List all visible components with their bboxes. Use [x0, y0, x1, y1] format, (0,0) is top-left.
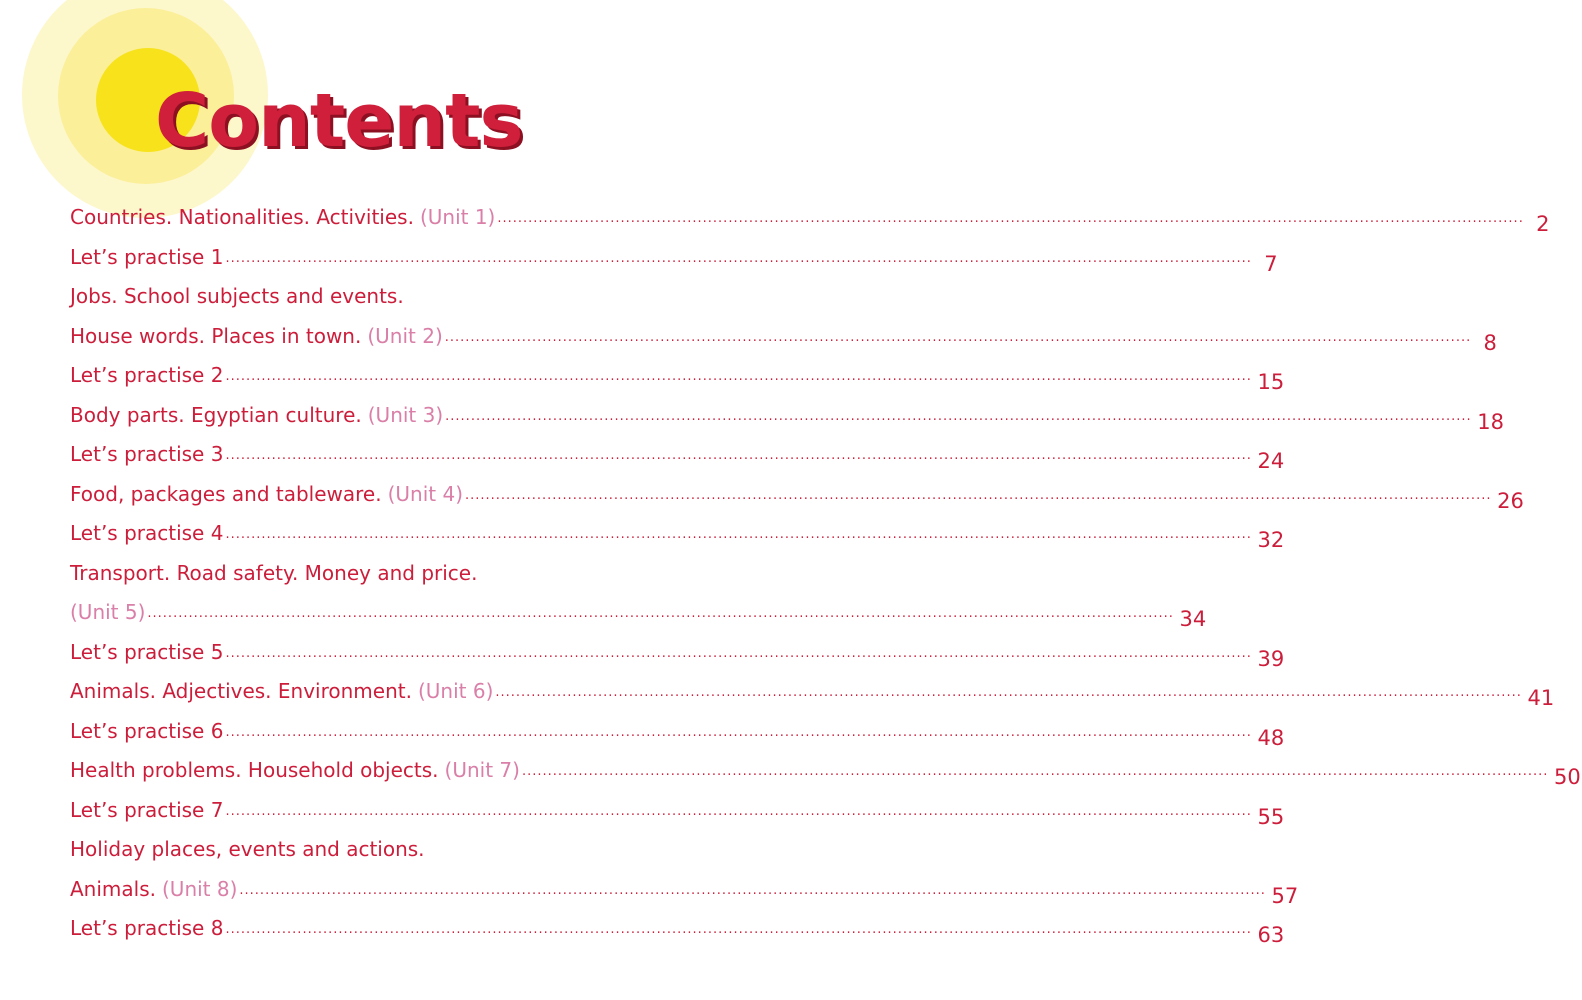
dot-leader: ........................................................................................................................................................................................................: [225, 922, 1252, 937]
toc-entry: [70, 585, 1207, 631]
toc-entry: [70, 743, 1581, 789]
dot-leader: ........................................................................................................................................................................................................: [225, 724, 1252, 740]
entry-unit: (Unit 2): [367, 323, 443, 348]
entry-unit: (Unit 3): [367, 402, 444, 427]
entry-text: Animals. Adjectives. Environment.: [70, 679, 412, 703]
entry-text: Let’s practise 6: [70, 718, 224, 743]
entry-page-number: 50: [1554, 765, 1581, 789]
entry-text: Let’s practise 4: [70, 521, 224, 545]
entry-text: Let’s practise 2: [70, 363, 224, 387]
dot-leader: ........................................................................................................................................................................................................: [225, 527, 1252, 542]
entry-text: Health problems. Household objects.: [70, 758, 439, 782]
toc-entry: [70, 190, 1550, 236]
toc-entry: [70, 506, 1285, 552]
dot-leader: ........................................................................................................................................................................................................: [147, 606, 1174, 621]
entry-page-number: 41: [1527, 686, 1555, 710]
toc-entry: [70, 862, 1299, 908]
toc-entry: [70, 783, 1285, 829]
toc-entry: [70, 467, 1524, 513]
entry-unit: (Unit 4): [387, 481, 463, 506]
page-title: Contents: [155, 78, 523, 164]
dot-leader: ........................................................................................................................................................................................................: [495, 685, 1522, 700]
entry-page-number: 57: [1271, 883, 1299, 908]
entry-page-number: 24: [1257, 449, 1285, 473]
entry-page-number: 34: [1179, 607, 1207, 631]
dot-leader: ........................................................................................................................................................................................................: [225, 369, 1252, 384]
entry-page-number: 26: [1497, 488, 1524, 513]
dot-leader: ........................................................................................................................................................................................................: [239, 882, 1266, 898]
entry-unit: (Unit 5): [70, 600, 146, 624]
toc-entry: [70, 388, 1504, 434]
dot-leader: ........................................................................................................................................................................................................: [444, 329, 1472, 345]
entry-page-number: 63: [1257, 923, 1285, 947]
entry-text: Jobs. School subjects and events.: [70, 284, 404, 308]
toc-entry: [70, 704, 1285, 750]
entry-page-number: 39: [1257, 646, 1285, 671]
entry-text: Let’s practise 1: [70, 244, 224, 269]
dot-leader: ........................................................................................................................................................................................................: [497, 211, 1524, 226]
dot-leader: ........................................................................................................................................................................................................: [225, 645, 1252, 661]
entry-page-number: 48: [1257, 725, 1285, 750]
toc-entry: [70, 822, 682, 861]
dot-leader: ........................................................................................................................................................................................................: [465, 487, 1492, 503]
entry-page-number: 18: [1477, 409, 1504, 434]
entry-unit: (Unit 8): [162, 876, 238, 901]
dot-leader: ........................................................................................................................................................................................................: [225, 803, 1252, 819]
entry-unit: (Unit 7): [444, 758, 520, 782]
toc-entry: [70, 546, 682, 585]
entry-unit: (Unit 6): [417, 679, 494, 703]
entry-text: Body parts. Egyptian culture.: [70, 402, 362, 427]
entry-page-number: 15: [1257, 370, 1285, 394]
entry-unit: (Unit 1): [419, 205, 496, 229]
entry-text: Let’s practise 7: [70, 797, 224, 822]
entry-text: Holiday places, events and actions.: [70, 837, 425, 861]
toc-entry: [70, 625, 1285, 671]
entry-text: Transport. Road safety. Money and price.: [70, 560, 478, 585]
entry-page-number: 55: [1257, 804, 1285, 829]
entry-text: Let’s practise 3: [70, 442, 224, 466]
toc-entry: [70, 230, 1278, 276]
toc-entry: [70, 901, 1285, 947]
toc-entry: [70, 427, 1285, 473]
entry-text: Let’s practise 8: [70, 916, 224, 940]
toc-entry: [70, 348, 1285, 394]
entry-page-number: 32: [1257, 528, 1285, 552]
entry-page-number: 8: [1483, 330, 1497, 355]
dot-leader: ........................................................................................................................................................................................................: [225, 448, 1252, 463]
entry-text: House words. Places in town.: [70, 323, 362, 348]
entry-text: Let’s practise 5: [70, 639, 224, 664]
entry-text: Food, packages and tableware.: [70, 481, 382, 506]
entry-page-number: 2: [1536, 212, 1550, 236]
toc-entry: [70, 269, 682, 308]
toc-entry: [70, 309, 1497, 355]
dot-leader: ........................................................................................................................................................................................................: [445, 408, 1472, 424]
dot-leader: ........................................................................................................................................................................................................: [521, 764, 1549, 779]
entry-text: Countries. Nationalities. Activities.: [70, 205, 414, 229]
dot-leader: ........................................................................................................................................................................................................: [225, 250, 1252, 266]
entry-page-number: 7: [1264, 251, 1278, 276]
toc-entry: [70, 664, 1555, 710]
entry-text: Animals.: [70, 876, 156, 901]
